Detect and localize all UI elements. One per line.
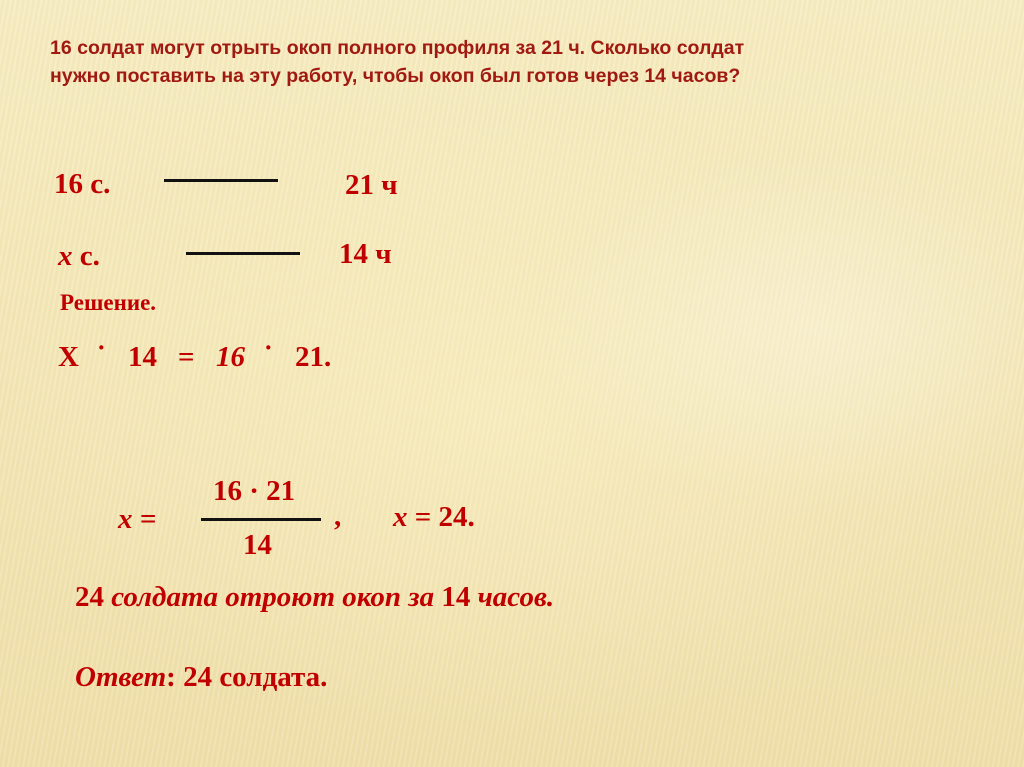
equation-equals: =: [178, 341, 195, 373]
problem-line-2: нужно поставить на эту работу, чтобы окоп был готов через 14 часов?: [50, 65, 741, 87]
answer-line: [75, 661, 327, 694]
problem-line-1: 16 солдат могут отрыть окоп полного профиля за 21 ч. Сколько солдат: [50, 37, 745, 59]
result-value: = 24.: [414, 501, 475, 533]
fraction-comma: ,: [334, 500, 342, 532]
row2-dash: [186, 252, 300, 255]
conclusion-unit: часов.: [477, 581, 555, 613]
row2-soldiers: [58, 240, 100, 273]
fraction-denominator: 14: [243, 529, 272, 561]
row1-hours: 21 ч: [345, 169, 398, 201]
conclusion-text: солдата отроют окоп за: [111, 581, 435, 613]
row2-unit: с.: [79, 240, 100, 272]
fraction-lhs: x =: [118, 503, 157, 535]
row1-soldiers: 16 с.: [54, 168, 111, 200]
answer-label: Ответ: [75, 661, 167, 693]
conclusion-sentence: [75, 581, 554, 614]
equation-dot-2: ·: [264, 333, 273, 362]
equation-x: Х: [58, 341, 79, 373]
equation-16: 16: [216, 341, 245, 373]
fraction-result: [393, 501, 475, 534]
equation-14: 14: [128, 341, 157, 373]
answer-value: : 24 солдата.: [166, 661, 328, 693]
fraction-numerator: 16 · 21: [213, 475, 296, 507]
conclusion-hours: 14: [441, 581, 471, 613]
row1-dash: [164, 179, 278, 182]
solution-heading: Решение.: [60, 290, 157, 315]
equation-dot-1: ·: [97, 333, 106, 362]
result-variable: x: [393, 501, 408, 533]
row2-hours: 14 ч: [339, 238, 392, 270]
equation-21: 21.: [295, 341, 332, 373]
fraction-bar: [201, 518, 321, 521]
problem-statement: [50, 34, 980, 90]
conclusion-number: 24: [75, 581, 104, 613]
row2-variable: x: [58, 240, 73, 272]
